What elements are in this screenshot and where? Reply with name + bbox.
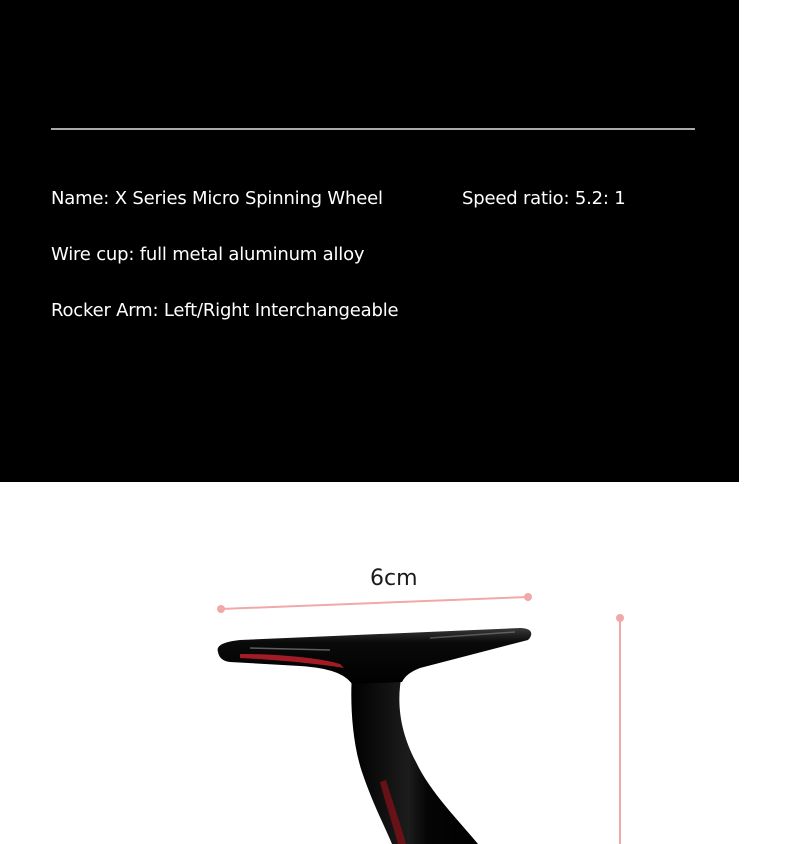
width-dimension-line	[217, 593, 532, 613]
spec-rocker-arm: Rocker Arm: Left/Right Interchangeable	[51, 300, 399, 321]
divider-line	[51, 128, 695, 130]
spec-wire-cup: Wire cup: full metal aluminum alloy	[51, 244, 365, 265]
handle-stem	[351, 674, 478, 844]
spec-name: Name: X Series Micro Spinning Wheel	[51, 188, 383, 209]
handle-illustration	[0, 482, 790, 844]
product-image	[0, 482, 790, 844]
height-dimension-line	[616, 614, 624, 844]
width-label: 6cm	[370, 566, 418, 591]
spec-speed-ratio: Speed ratio: 5.2: 1	[462, 188, 626, 209]
